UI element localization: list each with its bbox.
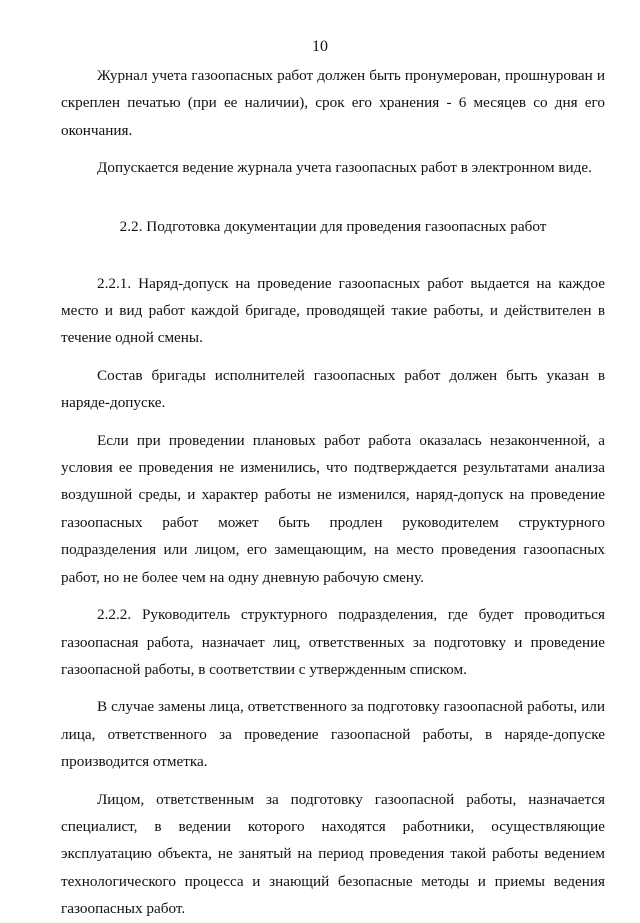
paragraph-brigade-composition: Состав бригады исполнителей газоопасных работ должен быть указан в наряде-допуске. — [61, 366, 605, 412]
paragraph-person-replacement: В случае замены лица, ответственного за подготовку газоопасной работы, или лица, ответственного за проведение газоопасной работы, в наряде-допуске производится отметка. — [61, 698, 605, 771]
paragraph-permit-extension: Если при проведении плановых работ работа оказалась незаконченной, а условия ее проведения не изменились, что подтверждается результатами анализа воздушной среды, и характер работы не изменился, наряд-допуск на проведение газоопасных работ может быть продлен руководителем структурного подразделения или лицом, его замещающим, на место проведения газоопасных работ, но не более чем на одну дневную рабочую смену. — [61, 431, 605, 586]
paragraph-electronic-journal: Допускается ведение журнала учета газоопасных работ в электронном виде. — [97, 159, 592, 177]
paragraph-responsible-person: Лицом, ответственным за подготовку газоопасной работы, назначается специалист, в ведении которого находятся работники, осуществляющие эксплуатацию объекта, не занятый на период проведения такой работы ведением технологического процесса и знающий безопасные методы и приемы ведения газоопасных работ. — [61, 790, 605, 918]
paragraph-2-2-2: 2.2.2. Руководитель структурного подразделения, где будет проводиться газоопасная работа, назначает лиц, ответственных за подготовку и проведение газоопасной работы, в соответствии с утвержденным списком. — [61, 606, 605, 678]
paragraph-2-2-1: 2.2.1. Наряд-допуск на проведение газоопасных работ выдается на каждое место и вид работ каждой бригаде, проводящей такие работы, и действителен в течение одной смены. — [61, 274, 605, 347]
page-number: 10 — [312, 38, 328, 55]
section-heading: 2.2. Подготовка документации для проведения газоопасных работ — [119, 217, 547, 235]
paragraph-journal-numbering: Журнал учета газоопасных работ должен быть пронумерован, прошнурован и скреплен печатью (при ее наличии), срок его хранения - 6 месяцев со дня его окончания. — [61, 67, 605, 139]
document-body — [61, 62, 605, 923]
